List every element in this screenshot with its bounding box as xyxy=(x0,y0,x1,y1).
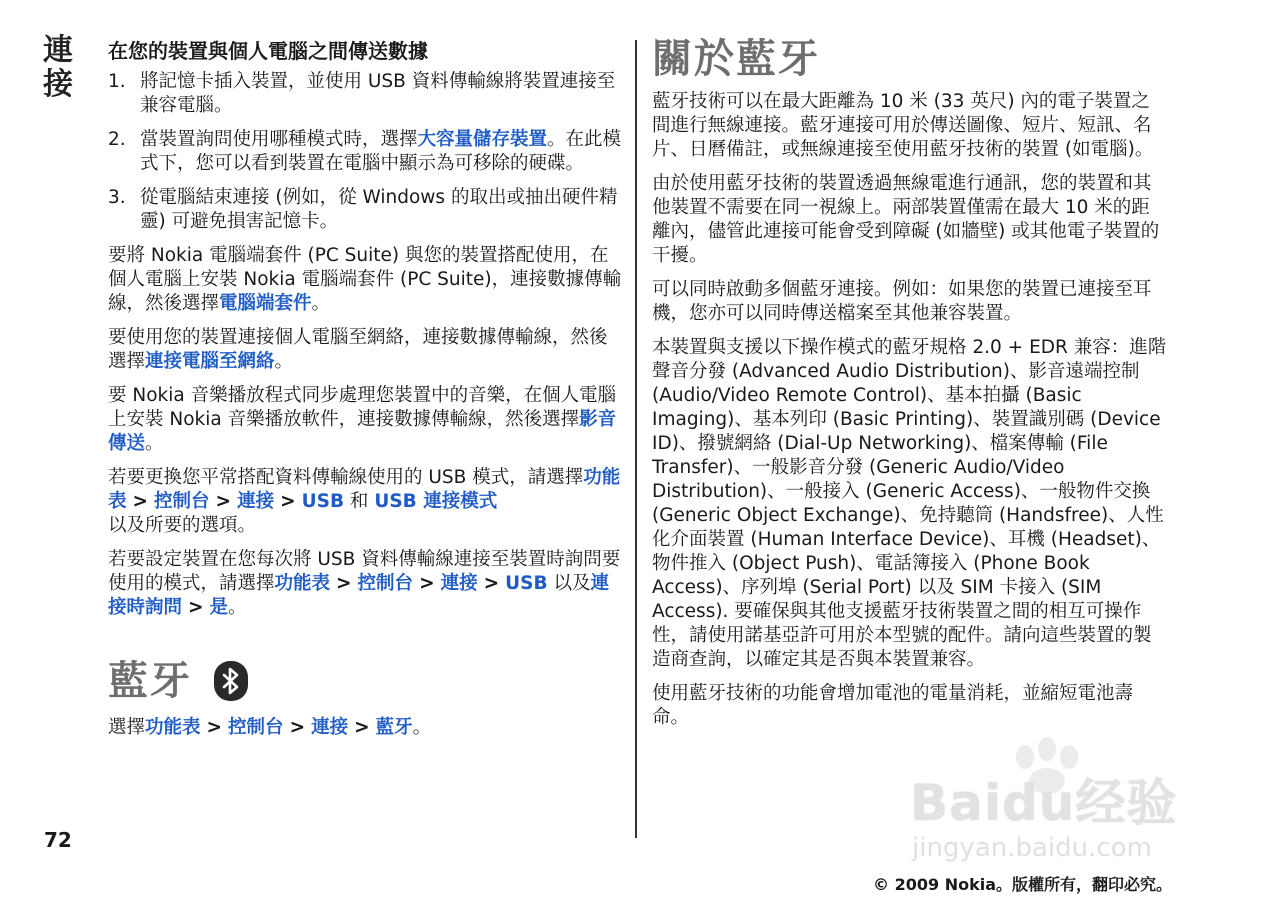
paragraph-text: 。 xyxy=(311,293,331,314)
list-item xyxy=(108,70,623,118)
bluetooth-path-paragraph xyxy=(108,716,623,740)
about-bluetooth-heading: 關於藍牙 xyxy=(652,36,820,82)
step-text: 從電腦結束連接 (例如，從 Windows 的取出或抽出硬件精靈) 可避免損害記憶卡。 xyxy=(140,187,618,232)
control-panel-link[interactable]: 控制台 xyxy=(228,717,284,738)
watermark-logo: Baidu经验 xyxy=(910,774,1178,832)
bluetooth-paragraph: 使用藍牙技術的功能會增加電池的電量消耗，並縮短電池壽命。 xyxy=(652,683,1134,728)
connectivity-link[interactable]: 連接 xyxy=(237,491,275,512)
yes-link[interactable]: 是 xyxy=(209,597,229,618)
path-separator: > xyxy=(419,573,435,594)
usb-transfer-heading: 在您的裝置與個人電腦之間傳送數據 xyxy=(108,39,428,63)
baidu-watermark xyxy=(900,735,1220,875)
pc-suite-paragraph xyxy=(108,244,623,316)
step-number: 1. xyxy=(108,71,126,92)
list-item xyxy=(108,128,623,176)
connectivity-link[interactable]: 連接 xyxy=(440,573,478,594)
usb-link[interactable]: USB xyxy=(301,491,345,512)
paragraph-text: 以及 xyxy=(547,573,591,594)
media-transfer-link[interactable]: 影音傳送 xyxy=(108,409,617,454)
paragraph-text: 和 xyxy=(344,491,375,512)
mass-storage-link[interactable]: 大容量儲存裝置 xyxy=(417,129,548,150)
path-separator: > xyxy=(215,491,232,512)
control-panel-link[interactable]: 控制台 xyxy=(357,573,414,594)
ask-on-connection-link[interactable]: 連接時詢問 xyxy=(108,573,609,618)
path-separator: > xyxy=(132,491,149,512)
bluetooth-paragraph: 藍牙技術可以在最大距離為 10 米 (33 英尺) 內的電子裝置之間進行無線連接。藍牙連接可用於傳送圖像、短片、短訊、名片、日曆備註，或無線連接至使用藍牙技術的裝置 (如電腦)。 xyxy=(652,91,1154,160)
paragraph-text: 若要更換您平常搭配資料傳輸線使用的 USB 模式，請選擇 xyxy=(108,467,584,488)
pc-internet-paragraph xyxy=(108,326,623,374)
bluetooth-paragraph: 可以同時啟動多個藍牙連接。例如：如果您的裝置已連接至耳機，您亦可以同時傳送檔案至其他兼容裝置。 xyxy=(652,279,1152,324)
list-item xyxy=(108,186,623,234)
section-tab-char: 接 xyxy=(43,67,73,102)
page-number: 72 xyxy=(44,828,72,852)
bluetooth-paragraph: 由於使用藍牙技術的裝置透過無線電進行通訊，您的裝置和其他裝置不需要在同一視線上。兩部裝置僅需在最大 10 米的距離內，儘管此連接可能會受到障礙 (如牆壁) 或其他電子裝置的干擾。 xyxy=(652,173,1160,266)
column-divider xyxy=(635,40,637,838)
connectivity-link[interactable]: 連接 xyxy=(311,717,349,738)
bluetooth-link[interactable]: 藍牙 xyxy=(375,717,413,738)
path-separator: > xyxy=(336,573,352,594)
paragraph-text: 。 xyxy=(274,351,294,372)
watermark-url: jingyan.baidu.com xyxy=(912,833,1152,863)
bluetooth-icon-glyph xyxy=(220,666,242,696)
bluetooth-profiles-paragraph: 本裝置與支援以下操作模式的藍牙規格 2.0 + EDR 兼容：進階聲音分發 (Advanced Audio Distribution)、影音遠端控制 (Audio/Video Remote Control)、基本拍攝 (Basic Imaging)、基本列印 (Basic Printing)、裝置識別碼 (Device ID)、撥號網絡 (Dial-Up Networking)、檔案傳輸 (File Transfer)、一般影音分發 (Generic Audio/Video Distribution)、一般接入 (Generic Access)、一般物件交換 (Generic Object Exchange)、免持聽筒 (Handsfree)、人性化介面裝置 (Human Interface Device)、耳機 (Headset)、物件推入 (Object Push)、電話簿接入 (Phone Book Access)、序列埠 (Serial Port) 以及 SIM 卡接入 (SIM Access). 要確保與其他支援藍牙技術裝置之間的相互可操作性，請使用諾基亞許可用於本型號的配件。請向這些裝置的製造商查詢，以確定其是否與本裝置兼容。 xyxy=(652,337,1167,670)
copyright-notice: © 2009 Nokia。版權所有，翻印必究。 xyxy=(873,875,1172,894)
paragraph-text: 。 xyxy=(228,597,247,618)
paragraph-text: 。 xyxy=(412,717,432,738)
path-separator: > xyxy=(483,573,500,594)
bluetooth-heading: 藍牙 xyxy=(108,658,192,704)
connect-pc-to-web-link[interactable]: 連接電腦至網絡 xyxy=(145,351,275,372)
section-tab xyxy=(38,34,78,102)
paragraph-text: 要將 Nokia 電腦端套件 (PC Suite) 與您的裝置搭配使用，在個人電腦上安裝 Nokia 電腦端套件 (PC Suite)，連接數據傳輸線，然後選擇 xyxy=(108,245,622,314)
menu-link[interactable]: 功能表 xyxy=(108,467,621,512)
path-separator: > xyxy=(280,491,296,512)
step-text: 當裝置詢問使用哪種模式時，選擇 xyxy=(140,129,418,150)
menu-link[interactable]: 功能表 xyxy=(145,717,201,738)
control-panel-link[interactable]: 控制台 xyxy=(154,491,210,512)
path-separator: > xyxy=(354,717,370,738)
paragraph-text: 以及所要的選項。 xyxy=(108,515,257,536)
usb-mode-paragraph xyxy=(108,466,623,538)
paragraph-text: 要 Nokia 音樂播放程式同步處理您裝置中的音樂，在個人電腦上安裝 Nokia 音樂播放軟件，連接數據傳輸線，然後選擇 xyxy=(108,385,617,430)
usb-link[interactable]: USB xyxy=(505,573,548,594)
paragraph-text: 選擇 xyxy=(108,717,146,738)
step-text: 將記憶卡插入裝置，並使用 USB 資料傳輸線將裝置連接至兼容電腦。 xyxy=(140,71,616,116)
section-tab-char: 連 xyxy=(43,33,73,68)
menu-link[interactable]: 功能表 xyxy=(274,573,331,594)
step-number: 3. xyxy=(108,187,126,208)
bluetooth-icon xyxy=(214,661,248,701)
pc-suite-link[interactable]: 電腦端套件 xyxy=(219,293,312,314)
step-number: 2. xyxy=(108,129,126,150)
paragraph-text: 要使用您的裝置連接個人電腦至網絡，連接數據傳輸線，然後選擇 xyxy=(108,327,608,372)
bluetooth-heading-row xyxy=(108,658,623,704)
paragraph-text: 若要設定裝置在您每次將 USB 資料傳輸線連接至裝置時詢問要使用的模式，請選擇 xyxy=(108,549,621,594)
music-sync-paragraph xyxy=(108,384,623,456)
step-text: 。在此模式下，您可以看到裝置在電腦中顯示為可移除的硬碟。 xyxy=(140,129,622,174)
path-separator: > xyxy=(289,717,306,738)
path-separator: > xyxy=(188,597,204,618)
paragraph-text: 。 xyxy=(145,433,164,454)
usb-steps-list xyxy=(108,70,623,234)
usb-connection-mode-link[interactable]: USB 連接模式 xyxy=(374,491,498,512)
right-column xyxy=(652,36,1167,740)
left-column xyxy=(108,38,623,750)
path-separator: > xyxy=(206,717,223,738)
usb-ask-paragraph xyxy=(108,548,623,620)
